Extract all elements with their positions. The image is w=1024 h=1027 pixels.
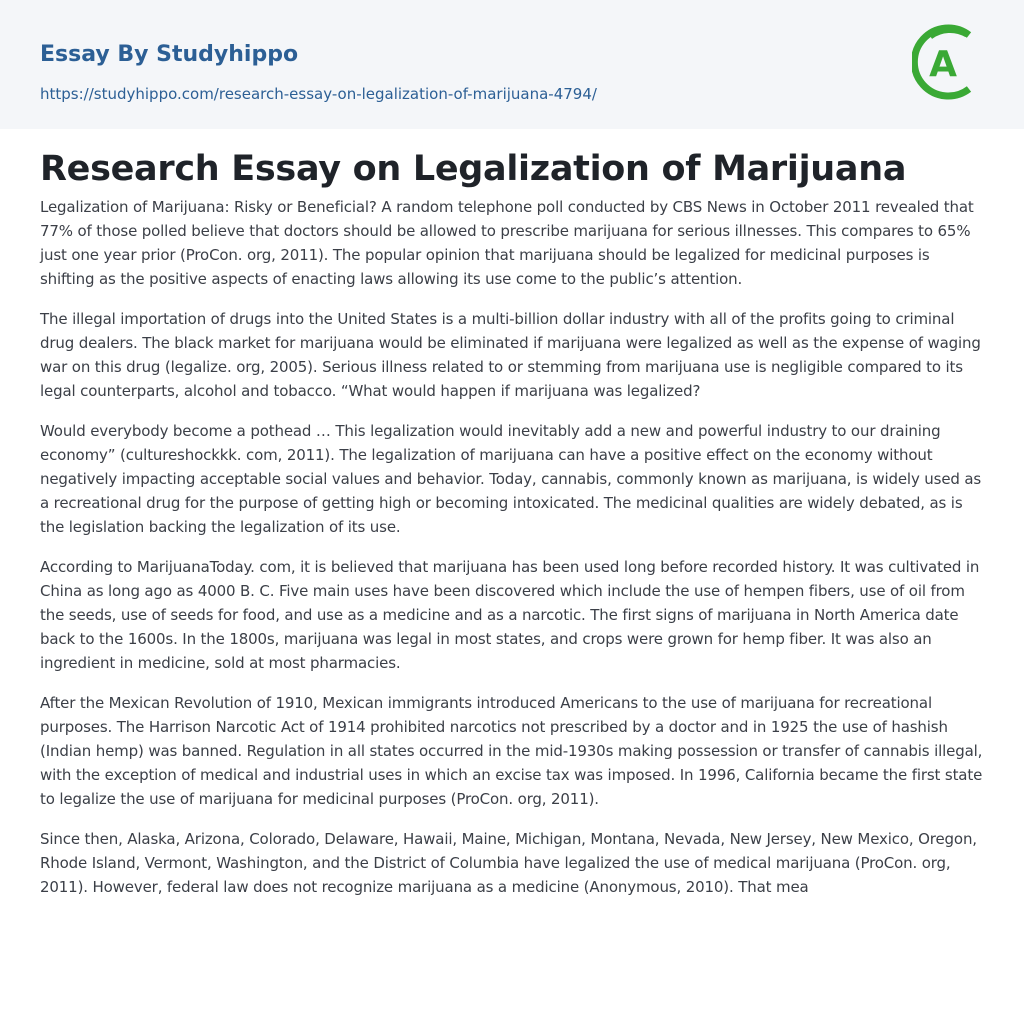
article-paragraph: According to MarijuanaToday. com, it is believed that marijuana has been used long before recorded history. It was cultivated in China as long ago as 4000 B. C. Five main uses have been discovered which include the use of hempen fibers, use of oil from the seeds, use of seeds for food, and use as a medicine and as a narcotic. The first signs of marijuana in North America date back to the 1600s. In the 1800s, marijuana was legal in most states, and crops were grown for hemp fiber. It was also an ingredient in medicine, sold at most pharmacies. bbox=[40, 558, 980, 672]
page-url-link[interactable]: https://studyhippo.com/research-essay-on-legalization-of-marijuana-4794/ bbox=[40, 85, 597, 103]
article-body bbox=[40, 195, 984, 899]
site-header bbox=[0, 0, 1024, 129]
article-paragraph: After the Mexican Revolution of 1910, Mexican immigrants introduced Americans to the use of marijuana for recreational purposes. The Harrison Narcotic Act of 1914 prohibited narcotics not prescribed by a doctor and in 1925 the use of hashish (Indian hemp) was banned. Regulation in all states occurred in the mid-1930s making possession or transfer of cannabis illegal, with the exception of medical and industrial uses in which an excise tax was imposed. In 1996, California became the first state to legalize the use of marijuana for medicinal purposes (ProCon. org, 2011). bbox=[40, 694, 983, 808]
studyhippo-logo-icon[interactable] bbox=[912, 19, 986, 105]
logo-letter: A bbox=[929, 44, 957, 85]
site-title-link[interactable]: Essay By Studyhippo bbox=[40, 42, 299, 67]
article-paragraph: Legalization of Marijuana: Risky or Beneficial? A random telephone poll conducted by CBS News in October 2011 revealed that 77% of those polled believe that doctors should be allowed to prescribe marijuana for serious illnesses. This compares to 65% just one year prior (ProCon. org, 2011). The popular opinion that marijuana should be legalized for medicinal purposes is shifting as the positive aspects of enacting laws allowing its use come to the public’s attention. bbox=[40, 198, 974, 288]
article-title: Research Essay on Legalization of Marijuana bbox=[40, 149, 907, 189]
article-paragraph: The illegal importation of drugs into the United States is a multi-billion dollar industry with all of the profits going to criminal drug dealers. The black market for marijuana would be eliminated if marijuana were legalized as well as the expense of waging war on this drug (legalize. org, 2005). Serious illness related to or stemming from marijuana use is negligible compared to its legal counterparts, alcohol and tobacco. “What would happen if marijuana was legalized? bbox=[40, 310, 981, 400]
article-paragraph: Would everybody become a pothead … This legalization would inevitably add a new and powerful industry to our draining economy” (cultureshockkk. com, 2011). The legalization of marijuana can have a positive effect on the economy without negatively impacting acceptable social values and behavior. Today, cannabis, commonly known as marijuana, is widely used as a recreational drug for the purpose of getting high or becoming intoxicated. The medicinal qualities are widely debated, as is the legislation backing the legalization of its use. bbox=[40, 422, 982, 536]
article bbox=[0, 129, 1024, 899]
article-paragraph: Since then, Alaska, Arizona, Colorado, Delaware, Hawaii, Maine, Michigan, Montana, Nevada, New Jersey, New Mexico, Oregon, Rhode Island, Vermont, Washington, and the District of Columbia have legalized the use of medical marijuana (ProCon. org, 2011). However, federal law does not recognize marijuana as a medicine (Anonymous, 2010). That mea bbox=[40, 830, 977, 896]
